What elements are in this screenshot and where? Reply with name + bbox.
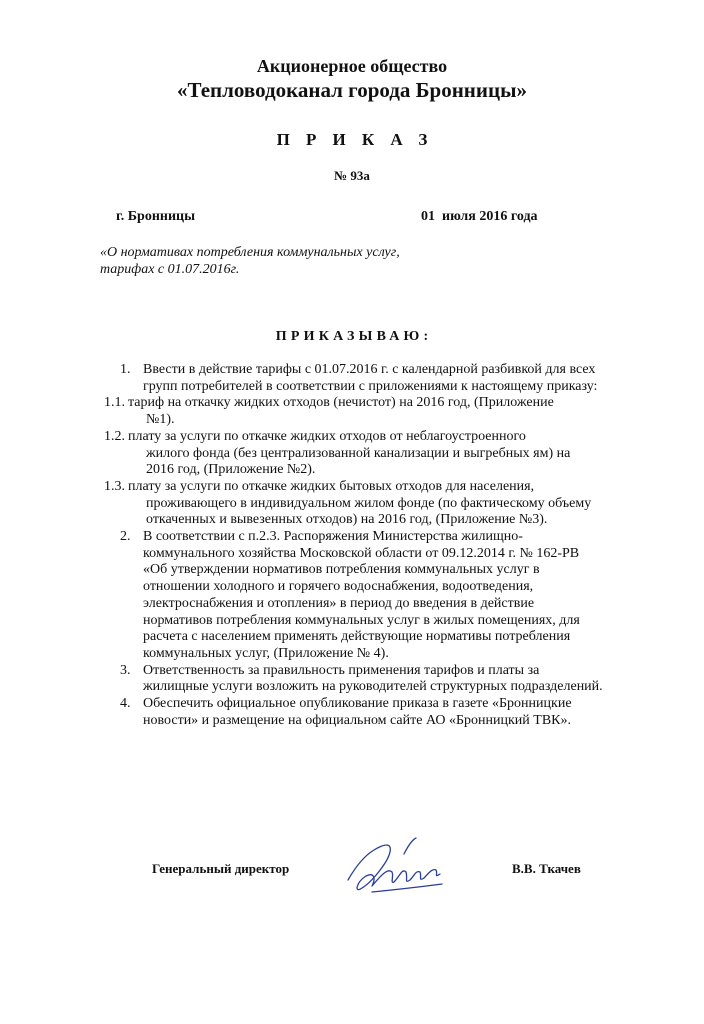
order-subject [100,244,400,278]
item-text-rest: №1). [146,412,175,428]
document-title: ПРИКАЗ [276,130,444,149]
item-text: Обеспечить официальное опубликование приказа в газете «Бронницкие новости» и размещение на официальном сайте АО «Бронницкий ТВК». [143,696,572,728]
item-text-rest: жилого фонда (без централизованной канализации и выгребных ям) на 2016 год, (Приложение №2). [146,445,571,478]
item-number: 4. [120,696,131,712]
item-text-rest: проживающего в индивидуальном жилом фонде (по фактическому объему откаченных и вывезенных отходов) на 2016 год, (Приложение №3). [146,495,592,528]
item-text: В соответствии с п.2.3. Распоряжения Министерства жилищно-коммунального хозяйства Московской области от 09.12.2014 г. № 162-РВ «Об утверждении нормативов потребления коммунальных услуг в отношении холодного и горячего водоснабжения, водоотведения, электроснабжения и отопления» в период до введения в действие нормативов потребления коммунальных услуг в жилых помещениях, для расчета с населением применять действующие нормативы потребления коммунальных услуг, (Приложение № 4). [143,529,580,661]
item-text: Ввести в действие тарифы с 01.07.2016 г. с календарной разбивкой для всех групп потребителей в соответствии с приложениями к настоящему приказу: [143,362,598,394]
item-number: 1. [120,362,131,377]
order-items-list [0,362,704,729]
item-number: 1.3. [104,478,125,494]
item-text: Ответственность за правильность применения тарифов и платы за жилищные услуги возложить на руководителей структурных подразделений. [143,662,603,695]
item-text-first: плату за услуги по откачке жидких бытовых отходов для населения, [128,478,535,494]
item-text [128,479,598,529]
organization-type: Акционерное общество [256,56,448,76]
order-subitem [0,479,704,529]
item-number: 1.1. [104,395,125,411]
handwritten-signature [342,832,450,904]
signature-stroke [348,838,442,892]
subject-line: «О нормативах потребления коммунальных услуг, [100,245,400,260]
item-number: 1.2. [104,428,125,444]
order-item [0,362,704,395]
item-text [128,395,598,428]
signatory-name: В.В. Ткачев [512,861,581,876]
order-item [0,696,704,729]
order-date: 01 июля 2016 года [421,209,538,224]
item-text [128,429,598,479]
order-subitem [0,395,704,428]
item-number: 3. [120,662,131,678]
order-subitem [0,429,704,479]
organization-name: «Тепловодоканал города Бронницы» [176,78,528,102]
order-number: № 93а [334,168,370,183]
order-item [0,529,704,663]
order-heading: ПРИКАЗЫВАЮ: [275,329,433,344]
item-text-first: плату за услуги по откачке жидких отходов от неблагоустроенного [128,428,526,444]
item-text-first: тариф на откачку жидких отходов (нечистот) на 2016 год, (Приложение [128,395,554,411]
order-item [0,663,704,696]
order-city: г. Бронницы [116,209,196,224]
subject-line: тарифах с 01.07.2016г. [100,262,240,277]
signatory-role: Генеральный директор [152,861,290,876]
item-number: 2. [120,529,131,545]
